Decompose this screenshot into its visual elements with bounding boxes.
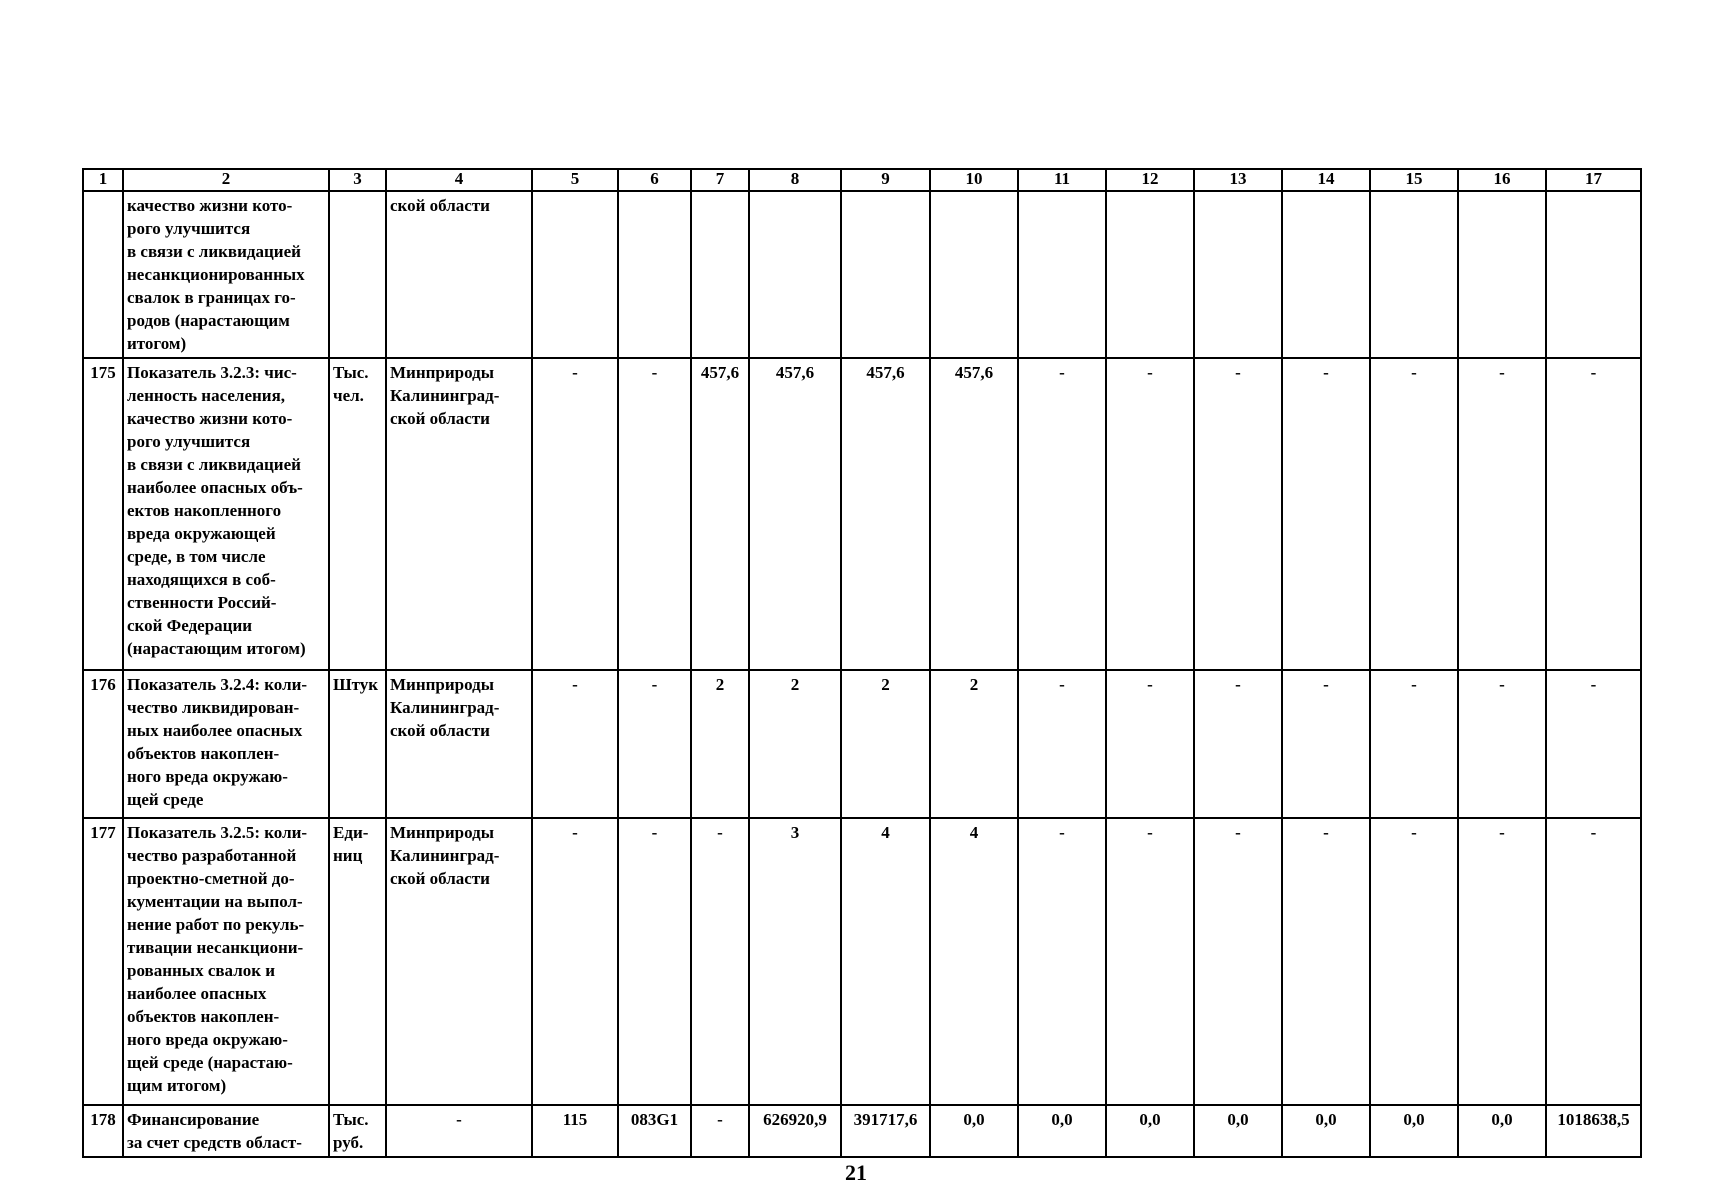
value-cell-17: 1018638,5	[1546, 1105, 1641, 1157]
value-cell-11: 0,0	[1018, 1105, 1106, 1157]
table-header-row	[83, 169, 1641, 191]
value-cell-16	[1458, 191, 1546, 358]
row-number	[83, 191, 123, 358]
value-cell-8: 626920,9	[749, 1105, 841, 1157]
value-cell-5: -	[532, 818, 618, 1105]
value-cell-13: -	[1194, 818, 1282, 1105]
value-cell-11: -	[1018, 818, 1106, 1105]
value-cell-13: 0,0	[1194, 1105, 1282, 1157]
header-cell-15: 15	[1370, 169, 1458, 191]
value-cell-16: 0,0	[1458, 1105, 1546, 1157]
value-cell-6: 083G1	[618, 1105, 691, 1157]
indicator-name: Показатель 3.2.5: коли- чество разработанной проектно-сметной до- кументации на выпол- нение работ по рекуль- тивации несанкциони- рованных свалок и наиболее опасных объектов накоплен- ного вреда окружаю- щей среде (нарастаю- щим итогом)	[123, 818, 329, 1105]
value-cell-12: 0,0	[1106, 1105, 1194, 1157]
value-cell-8: 457,6	[749, 358, 841, 670]
value-cell-16: -	[1458, 818, 1546, 1105]
row-number: 178	[83, 1105, 123, 1157]
value-cell-6: -	[618, 358, 691, 670]
value-cell-11: -	[1018, 670, 1106, 818]
indicator-name: Показатель 3.2.3: чис- ленность населения, качество жизни кото- рого улучшится в связи с ликвидацией наиболее опасных объ- ектов накопленного вреда окружающей среде, в том числе находящихся в соб- ственности Россий- ской Федерации (нарастающим итогом)	[123, 358, 329, 670]
unit-cell	[329, 191, 386, 358]
value-cell-13: -	[1194, 358, 1282, 670]
responsible-org: Минприроды Калининград- ской области	[386, 358, 532, 670]
value-cell-12: -	[1106, 818, 1194, 1105]
header-cell-2: 2	[123, 169, 329, 191]
value-cell-14: -	[1282, 818, 1370, 1105]
header-cell-16: 16	[1458, 169, 1546, 191]
header-cell-4: 4	[386, 169, 532, 191]
value-cell-7: 2	[691, 670, 749, 818]
value-cell-17: -	[1546, 358, 1641, 670]
value-cell-7: -	[691, 818, 749, 1105]
indicator-name: Финансирование за счет средств област-	[123, 1105, 329, 1157]
table-row	[83, 670, 1641, 818]
value-cell-5	[532, 191, 618, 358]
value-cell-12: -	[1106, 358, 1194, 670]
table-row	[83, 191, 1641, 358]
value-cell-8: 2	[749, 670, 841, 818]
header-cell-3: 3	[329, 169, 386, 191]
page-number: 21	[845, 1160, 867, 1185]
header-cell-10: 10	[930, 169, 1018, 191]
table-row	[83, 818, 1641, 1105]
value-cell-17: -	[1546, 670, 1641, 818]
value-cell-17	[1546, 191, 1641, 358]
value-cell-10	[930, 191, 1018, 358]
unit-cell: Штук	[329, 670, 386, 818]
value-cell-13: -	[1194, 670, 1282, 818]
responsible-org: Минприроды Калининград- ской области	[386, 818, 532, 1105]
value-cell-7: 457,6	[691, 358, 749, 670]
responsible-org: ской области	[386, 191, 532, 358]
value-cell-11	[1018, 191, 1106, 358]
value-cell-5: -	[532, 358, 618, 670]
value-cell-12	[1106, 191, 1194, 358]
value-cell-11: -	[1018, 358, 1106, 670]
value-cell-15: -	[1370, 670, 1458, 818]
value-cell-13	[1194, 191, 1282, 358]
value-cell-8: 3	[749, 818, 841, 1105]
header-cell-9: 9	[841, 169, 930, 191]
value-cell-10: 0,0	[930, 1105, 1018, 1157]
value-cell-8	[749, 191, 841, 358]
value-cell-14: 0,0	[1282, 1105, 1370, 1157]
header-cell-8: 8	[749, 169, 841, 191]
header-cell-6: 6	[618, 169, 691, 191]
value-cell-15: -	[1370, 818, 1458, 1105]
value-cell-9	[841, 191, 930, 358]
value-cell-7	[691, 191, 749, 358]
indicator-name: качество жизни кото- рого улучшится в связи с ликвидацией несанкционированных свалок в границах го- родов (нарастающим итогом)	[123, 191, 329, 358]
header-cell-12: 12	[1106, 169, 1194, 191]
value-cell-5: -	[532, 670, 618, 818]
value-cell-12: -	[1106, 670, 1194, 818]
indicator-table	[82, 168, 1642, 1158]
value-cell-5: 115	[532, 1105, 618, 1157]
header-cell-7: 7	[691, 169, 749, 191]
indicator-name: Показатель 3.2.4: коли- чество ликвидирован- ных наиболее опасных объектов накоплен- ного вреда окружаю- щей среде	[123, 670, 329, 818]
header-cell-5: 5	[532, 169, 618, 191]
unit-cell: Еди- ниц	[329, 818, 386, 1105]
value-cell-14: -	[1282, 358, 1370, 670]
value-cell-15	[1370, 191, 1458, 358]
value-cell-17: -	[1546, 818, 1641, 1105]
value-cell-10: 2	[930, 670, 1018, 818]
value-cell-9: 4	[841, 818, 930, 1105]
value-cell-9: 457,6	[841, 358, 930, 670]
value-cell-15: 0,0	[1370, 1105, 1458, 1157]
value-cell-10: 457,6	[930, 358, 1018, 670]
value-cell-16: -	[1458, 358, 1546, 670]
header-cell-1: 1	[83, 169, 123, 191]
responsible-org: Минприроды Калининград- ской области	[386, 670, 532, 818]
row-number: 176	[83, 670, 123, 818]
unit-cell: Тыс. чел.	[329, 358, 386, 670]
value-cell-14: -	[1282, 670, 1370, 818]
value-cell-15: -	[1370, 358, 1458, 670]
header-cell-13: 13	[1194, 169, 1282, 191]
header-cell-17: 17	[1546, 169, 1641, 191]
value-cell-6: -	[618, 670, 691, 818]
value-cell-14	[1282, 191, 1370, 358]
row-number: 175	[83, 358, 123, 670]
table-row	[83, 358, 1641, 670]
value-cell-6	[618, 191, 691, 358]
unit-cell: Тыс. руб.	[329, 1105, 386, 1157]
responsible-org: -	[386, 1105, 532, 1157]
row-number: 177	[83, 818, 123, 1105]
value-cell-6: -	[618, 818, 691, 1105]
header-cell-11: 11	[1018, 169, 1106, 191]
value-cell-10: 4	[930, 818, 1018, 1105]
value-cell-9: 391717,6	[841, 1105, 930, 1157]
table-row	[83, 1105, 1641, 1157]
header-cell-14: 14	[1282, 169, 1370, 191]
value-cell-9: 2	[841, 670, 930, 818]
value-cell-7: -	[691, 1105, 749, 1157]
value-cell-16: -	[1458, 670, 1546, 818]
